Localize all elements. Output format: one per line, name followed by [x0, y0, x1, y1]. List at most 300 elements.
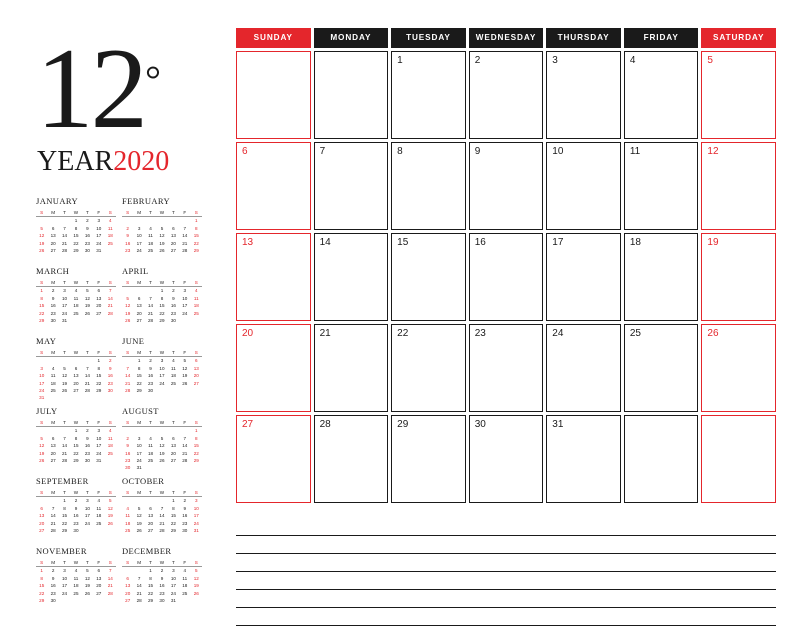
mini-weekday-header: M [47, 279, 58, 287]
mini-day-cell [156, 217, 167, 225]
mini-day-cell: 9 [183, 505, 187, 511]
mini-day-cell [93, 527, 104, 534]
mini-day-cell: 2 [149, 358, 152, 364]
note-line[interactable] [236, 590, 776, 608]
mini-day-cell: 18 [147, 450, 154, 456]
mini-day-cell: 15 [73, 443, 79, 449]
mini-day-cell: 7 [160, 505, 164, 511]
mini-day-cell: 1 [172, 498, 175, 504]
day-cell[interactable] [546, 233, 621, 321]
day-cell[interactable] [469, 51, 544, 139]
mini-day-cell: 19 [84, 583, 90, 589]
mini-weekday-header: S [36, 279, 47, 287]
mini-day-cell: 8 [149, 575, 152, 581]
mini-day-cell: 12 [61, 373, 68, 379]
mini-day-cell [47, 427, 58, 435]
mini-day-cell: 27 [73, 388, 79, 394]
mini-day-cell [191, 387, 202, 394]
mini-day-cell: 29 [39, 598, 45, 604]
mini-month[interactable] [122, 266, 202, 336]
mini-day-cell [70, 317, 81, 324]
mini-weekday-header: T [145, 279, 156, 287]
mini-day-cell [168, 387, 179, 394]
mini-day-cell [105, 394, 116, 401]
day-cell[interactable] [701, 233, 776, 321]
mini-weekday-header: M [133, 209, 144, 217]
day-cell[interactable] [314, 142, 389, 230]
mini-weekday-header: M [133, 419, 144, 427]
note-line[interactable] [236, 608, 776, 626]
mini-weekday-header: M [133, 279, 144, 287]
day-cell-empty[interactable] [701, 415, 776, 503]
weekday-header-2: TUESDAY [391, 28, 466, 48]
note-line[interactable] [236, 572, 776, 590]
day-cell-empty[interactable] [314, 51, 389, 139]
mini-day-cell: 22 [39, 310, 45, 316]
mini-day-cell: 23 [170, 310, 176, 316]
mini-day-cell: 27 [50, 248, 56, 254]
mini-day-cell: 2 [160, 568, 164, 574]
mini-day-cell [179, 597, 190, 604]
mini-day-cell: 25 [125, 528, 131, 534]
mini-day-cell: 16 [50, 303, 56, 309]
mini-day-cell: 18 [107, 233, 113, 239]
mini-day-cell: 15 [170, 513, 176, 519]
mini-day-cell: 24 [39, 388, 45, 394]
mini-month[interactable] [122, 476, 202, 546]
mini-day-cell: 12 [39, 233, 45, 239]
mini-weekday-header: F [93, 209, 104, 217]
mini-day-cell: 20 [39, 520, 45, 526]
day-number: 7 [319, 146, 326, 157]
mini-month[interactable] [36, 476, 116, 546]
day-number: 23 [474, 328, 486, 339]
day-cell[interactable] [469, 324, 544, 412]
mini-weekday-header: M [133, 349, 144, 357]
mini-day-cell: 10 [170, 575, 176, 581]
mini-weekday-header: S [36, 209, 47, 217]
mini-day-cell: 1 [97, 358, 101, 364]
mini-day-cell: 15 [61, 513, 68, 519]
day-number: 14 [319, 237, 331, 248]
day-cell-empty[interactable] [236, 51, 311, 139]
day-number: 24 [552, 328, 564, 339]
mini-weekday-header: T [82, 349, 93, 357]
mini-day-cell: 19 [182, 373, 188, 379]
mini-day-cell: 27 [125, 598, 131, 604]
mini-day-cell: 5 [86, 288, 89, 294]
mini-day-cell [145, 497, 156, 505]
mini-day-cell: 31 [96, 458, 102, 464]
mini-day-cell: 4 [74, 288, 78, 294]
mini-day-cell: 14 [61, 233, 68, 239]
mini-weekday-header: W [70, 279, 81, 287]
day-cell[interactable] [624, 233, 699, 321]
mini-month-table [36, 279, 116, 324]
mini-day-cell: 14 [50, 513, 56, 519]
mini-day-cell [70, 357, 81, 365]
mini-day-cell: 1 [74, 428, 78, 434]
mini-day-cell [122, 217, 133, 225]
mini-day-cell [36, 427, 47, 435]
mini-day-cell: 27 [170, 248, 176, 254]
day-cell[interactable] [546, 324, 621, 412]
weekday-header-1: MONDAY [314, 28, 389, 48]
mini-day-cell [59, 217, 70, 225]
mini-weekday-header: S [191, 349, 202, 357]
mini-day-cell [93, 317, 104, 324]
mini-day-cell: 21 [107, 303, 113, 309]
mini-weekday-header: W [70, 349, 81, 357]
mini-day-cell: 9 [172, 295, 175, 301]
mini-day-cell: 30 [159, 598, 165, 604]
mini-day-cell: 27 [39, 528, 45, 534]
mini-day-cell: 4 [194, 288, 198, 294]
mini-day-cell: 8 [194, 225, 198, 231]
day-cell[interactable] [701, 142, 776, 230]
mini-day-cell: 11 [107, 225, 113, 231]
day-cell[interactable] [546, 142, 621, 230]
mini-day-cell: 4 [108, 218, 112, 224]
mini-day-cell: 26 [193, 590, 199, 596]
mini-day-cell: 8 [40, 575, 43, 581]
mini-day-cell: 11 [125, 513, 131, 519]
mini-day-cell: 23 [125, 248, 131, 254]
day-number: 2 [474, 55, 481, 66]
mini-day-cell: 26 [84, 310, 90, 316]
year-word: YEAR [37, 146, 114, 177]
mini-day-cell [59, 394, 70, 401]
mini-weekday-header: S [122, 209, 133, 217]
mini-day-cell [133, 427, 144, 435]
mini-day-cell [105, 247, 116, 254]
mini-day-cell: 9 [160, 575, 164, 581]
mini-day-cell: 12 [136, 513, 142, 519]
mini-weekday-header: S [191, 419, 202, 427]
day-cell[interactable] [546, 51, 621, 139]
mini-month-table [122, 419, 202, 472]
mini-day-cell: 6 [194, 358, 198, 364]
mini-day-cell: 15 [159, 303, 165, 309]
mini-day-cell: 1 [63, 498, 66, 504]
weekday-header-row [236, 28, 776, 48]
mini-day-cell: 2 [108, 358, 112, 364]
mini-day-cell: 10 [61, 295, 68, 301]
mini-day-cell [133, 287, 144, 295]
mini-day-cell: 8 [160, 295, 164, 301]
mini-day-cell: 7 [51, 505, 55, 511]
mini-day-cell: 19 [159, 450, 165, 456]
mini-day-cell: 7 [63, 435, 66, 441]
mini-weekday-header: S [122, 489, 133, 497]
mini-day-cell: 30 [107, 388, 113, 394]
day-cell[interactable] [391, 51, 466, 139]
mini-day-cell: 18 [107, 443, 113, 449]
mini-day-cell: 3 [97, 428, 101, 434]
mini-month[interactable] [36, 336, 116, 406]
mini-weekday-header: W [156, 559, 167, 567]
day-cell[interactable] [469, 142, 544, 230]
day-cell[interactable] [391, 142, 466, 230]
day-cell[interactable] [624, 51, 699, 139]
mini-day-cell: 11 [182, 575, 188, 581]
mini-day-cell [82, 527, 93, 534]
mini-day-cell: 5 [40, 435, 43, 441]
mini-day-cell: 22 [170, 520, 176, 526]
mini-day-cell: 24 [170, 590, 176, 596]
mini-day-cell: 15 [136, 373, 142, 379]
mini-weekday-header: S [191, 489, 202, 497]
mini-day-cell [191, 597, 202, 604]
day-number: 31 [552, 419, 564, 430]
mini-day-cell: 29 [170, 528, 176, 534]
day-cell[interactable] [314, 233, 389, 321]
mini-day-cell: 15 [193, 233, 199, 239]
mini-day-cell: 17 [193, 513, 199, 519]
mini-day-cell: 21 [182, 240, 188, 246]
mini-day-cell: 2 [183, 498, 187, 504]
mini-months-grid [36, 196, 208, 616]
day-cell[interactable] [701, 324, 776, 412]
day-cell[interactable] [391, 415, 466, 503]
mini-month-title: AUGUST [122, 406, 159, 416]
mini-day-cell: 16 [50, 583, 56, 589]
mini-day-cell: 13 [96, 295, 102, 301]
mini-day-cell [93, 394, 104, 401]
mini-day-cell: 14 [182, 233, 188, 239]
day-number: 11 [629, 146, 641, 157]
mini-day-cell: 4 [149, 435, 152, 441]
mini-month-title: JANUARY [36, 196, 79, 206]
mini-weekday-header: T [168, 349, 179, 357]
day-cell[interactable] [624, 142, 699, 230]
mini-day-cell: 18 [170, 373, 176, 379]
mini-weekday-header: T [168, 209, 179, 217]
mini-day-cell [156, 497, 167, 505]
mini-day-cell: 20 [73, 380, 79, 386]
mini-day-cell [179, 217, 190, 225]
day-number: 17 [552, 237, 564, 248]
mini-weekday-header: S [122, 419, 133, 427]
mini-month[interactable] [122, 336, 202, 406]
day-cell[interactable] [624, 324, 699, 412]
mini-day-cell: 24 [84, 520, 90, 526]
mini-day-cell [70, 394, 81, 401]
mini-day-cell: 12 [193, 575, 199, 581]
mini-day-cell: 15 [73, 233, 79, 239]
mini-day-cell [122, 287, 133, 295]
mini-weekday-header: S [36, 419, 47, 427]
day-cell[interactable] [314, 324, 389, 412]
mini-day-cell: 5 [86, 568, 89, 574]
day-cell[interactable] [391, 233, 466, 321]
mini-day-cell: 17 [39, 380, 45, 386]
mini-day-cell: 13 [39, 513, 45, 519]
mini-weekday-header: S [122, 279, 133, 287]
mini-month[interactable] [122, 406, 202, 476]
mini-day-cell: 17 [84, 513, 90, 519]
mini-day-cell: 6 [51, 435, 55, 441]
mini-month-table [122, 279, 202, 324]
mini-day-cell: 9 [51, 295, 55, 301]
mini-day-cell: 5 [160, 435, 164, 441]
mini-day-cell [105, 597, 116, 604]
title-dot: ° [145, 57, 161, 102]
mini-day-cell: 9 [86, 225, 89, 231]
day-cell[interactable] [469, 415, 544, 503]
mini-day-cell: 29 [96, 388, 102, 394]
mini-weekday-header: F [179, 419, 190, 427]
mini-day-cell: 28 [107, 590, 113, 596]
mini-weekday-header: W [70, 489, 81, 497]
mini-day-cell: 22 [39, 590, 45, 596]
mini-day-cell: 20 [96, 303, 102, 309]
mini-day-cell: 26 [84, 590, 90, 596]
mini-day-cell: 29 [193, 248, 199, 254]
mini-day-cell [191, 317, 202, 324]
mini-day-cell: 17 [136, 240, 142, 246]
day-cell[interactable] [236, 142, 311, 230]
mini-day-cell: 16 [159, 583, 165, 589]
day-cell[interactable] [701, 51, 776, 139]
mini-day-cell: 28 [159, 528, 165, 534]
mini-day-cell: 10 [193, 505, 199, 511]
mini-day-cell: 2 [51, 568, 55, 574]
mini-weekday-header: W [70, 209, 81, 217]
mini-day-cell [47, 217, 58, 225]
day-number: 5 [707, 55, 713, 66]
mini-day-cell [105, 527, 116, 534]
mini-day-cell: 21 [107, 583, 113, 589]
day-cell[interactable] [546, 415, 621, 503]
mini-weekday-header: T [82, 279, 93, 287]
mini-day-cell: 28 [84, 388, 90, 394]
mini-weekday-header: T [59, 559, 70, 567]
mini-day-cell: 3 [63, 288, 66, 294]
day-cell[interactable] [236, 233, 311, 321]
mini-day-cell [156, 427, 167, 435]
mini-month-table [36, 209, 116, 254]
day-cell-empty[interactable] [624, 415, 699, 503]
mini-weekday-header: F [179, 489, 190, 497]
mini-day-cell: 6 [172, 435, 175, 441]
mini-month-table [122, 209, 202, 254]
mini-day-cell: 11 [73, 575, 79, 581]
mini-day-cell: 19 [39, 450, 45, 456]
mini-weekday-header: S [105, 209, 116, 217]
mini-day-cell: 1 [194, 428, 198, 434]
mini-day-cell: 13 [50, 443, 56, 449]
mini-day-cell: 30 [125, 465, 131, 471]
mini-day-cell: 29 [147, 598, 154, 604]
mini-day-cell: 16 [182, 513, 188, 519]
mini-day-cell: 18 [125, 520, 131, 526]
mini-weekday-header: W [156, 349, 167, 357]
mini-month[interactable] [36, 406, 116, 476]
day-number: 12 [707, 146, 719, 157]
mini-day-cell [145, 287, 156, 295]
weekday-header-3: WEDNESDAY [469, 28, 544, 48]
mini-month[interactable] [36, 546, 116, 616]
mini-month-title: JUNE [122, 336, 145, 346]
mini-day-cell: 24 [136, 248, 142, 254]
mini-day-cell: 15 [96, 373, 102, 379]
mini-day-cell: 5 [137, 505, 141, 511]
mini-day-cell: 26 [61, 388, 68, 394]
mini-day-cell: 19 [84, 303, 90, 309]
mini-day-cell: 10 [96, 225, 102, 231]
mini-weekday-header: M [47, 209, 58, 217]
day-cell[interactable] [236, 324, 311, 412]
mini-day-cell: 24 [61, 310, 68, 316]
mini-day-cell: 7 [183, 225, 187, 231]
mini-day-cell [122, 567, 133, 575]
mini-day-cell: 17 [61, 303, 68, 309]
mini-weekday-header: F [93, 489, 104, 497]
mini-day-cell: 23 [50, 310, 56, 316]
mini-day-cell: 26 [136, 528, 142, 534]
mini-day-cell: 16 [84, 443, 90, 449]
mini-day-cell: 5 [183, 358, 187, 364]
day-number: 15 [397, 237, 409, 248]
mini-month-title: APRIL [122, 266, 149, 276]
mini-month[interactable] [122, 196, 202, 266]
notes-area[interactable] [236, 518, 776, 626]
note-line[interactable] [236, 554, 776, 572]
mini-day-cell [145, 427, 156, 435]
mini-weekday-header: M [47, 559, 58, 567]
mini-day-cell: 16 [125, 240, 131, 246]
mini-day-cell: 30 [170, 318, 176, 324]
mini-day-cell: 4 [149, 225, 152, 231]
mini-day-cell: 30 [147, 388, 154, 394]
day-cell[interactable] [314, 415, 389, 503]
day-cell[interactable] [469, 233, 544, 321]
day-number: 4 [629, 55, 636, 66]
mini-day-cell: 20 [193, 373, 199, 379]
note-line[interactable] [236, 518, 776, 536]
mini-day-cell [133, 217, 144, 225]
mini-day-cell [47, 357, 58, 365]
mini-day-cell: 31 [96, 248, 102, 254]
mini-weekday-header: W [70, 419, 81, 427]
mini-day-cell: 19 [107, 513, 113, 519]
mini-day-cell: 14 [147, 303, 154, 309]
mini-day-cell: 8 [172, 505, 175, 511]
mini-day-cell: 10 [136, 443, 142, 449]
mini-day-cell: 12 [182, 365, 188, 371]
mini-day-cell: 4 [74, 568, 78, 574]
mini-month[interactable] [36, 266, 116, 336]
mini-day-cell: 13 [170, 443, 176, 449]
mini-day-cell: 7 [86, 365, 89, 371]
mini-weekday-header: S [105, 489, 116, 497]
mini-day-cell: 6 [97, 568, 101, 574]
day-cell[interactable] [391, 324, 466, 412]
mini-month[interactable] [36, 196, 116, 266]
mini-month[interactable] [122, 546, 202, 616]
day-number: 19 [707, 237, 719, 248]
day-cell[interactable] [236, 415, 311, 503]
mini-day-cell: 26 [182, 380, 188, 386]
mini-day-cell: 6 [149, 505, 152, 511]
mini-day-cell: 4 [172, 358, 175, 364]
mini-weekday-header: W [156, 489, 167, 497]
note-line[interactable] [236, 536, 776, 554]
mini-day-cell: 24 [193, 520, 199, 526]
day-number: 8 [397, 146, 403, 157]
mini-weekday-header: T [168, 419, 179, 427]
